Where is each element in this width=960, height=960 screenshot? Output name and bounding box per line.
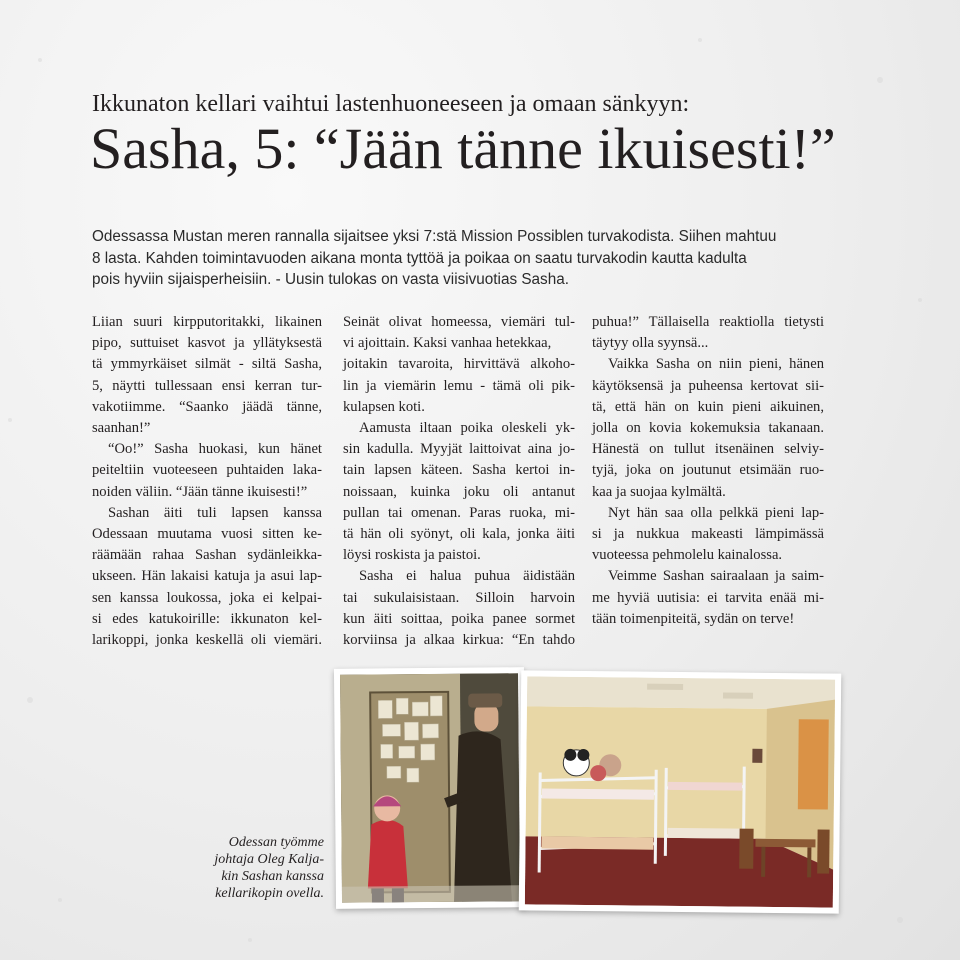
- text-line: pullan tai omenan. Paras ruoka, mi-: [343, 504, 575, 521]
- text-line: si edes katukoirille: ikkunaton kel-: [92, 610, 322, 627]
- text-line: “Oo!” Sasha huokasi, kun hänet: [108, 441, 322, 458]
- caption-line: kin Sashan kanssa: [221, 869, 324, 884]
- text-line: korviinsa ja alkaa kirkua: “En tahdo: [343, 632, 575, 649]
- caption-line: kellarikopin ovella.: [215, 886, 324, 901]
- lead-line: pois hyviin sijaisperheisiin. - Uusin tulokas on vasta viisivuotias Sasha.: [92, 271, 569, 288]
- text-line: tai sukulaisistaan. Silloin harvoin: [343, 589, 575, 606]
- article-lead: [92, 226, 862, 291]
- text-line: räämään rahaa Sashan sydänleikka-: [92, 547, 322, 564]
- text-line: Veimme Sashan sairaalaan ja saim-: [608, 568, 824, 585]
- text-line: Seinät olivat homeessa, viemäri tul-: [343, 314, 575, 330]
- text-line: larikoppi, jonka keskellä oli viemäri.: [92, 632, 322, 649]
- photo-dormitory-room: [519, 670, 841, 913]
- body-column-1: [92, 312, 322, 651]
- caption-line: Odessan työmme: [228, 835, 324, 850]
- text-line: joitakin tavaroita, hirvittävä alkoho-: [343, 356, 575, 373]
- text-line: vi ajoittain. Kaksi vanhaa hetekkaa,: [343, 335, 552, 352]
- text-line: si ja nukkua makeasti lämpimässä: [592, 526, 824, 543]
- text-line: tain lapsen käteen. Sasha kertoi in-: [343, 462, 575, 479]
- text-line: Odessaan muutama vuosi sitten ke-: [92, 526, 322, 543]
- text-line: Aamusta iltaan poika oleskeli yk-: [359, 420, 575, 437]
- photo-cellar-door: [334, 667, 526, 909]
- text-line: saanhan!”: [92, 420, 151, 437]
- text-line: Sashan äiti tuli lapsen kanssa: [108, 504, 322, 521]
- text-line: Liian suuri kirpputoritakki, likainen: [92, 314, 322, 330]
- text-line: vuoteessa pehmolelu kainalossa.: [592, 547, 783, 564]
- text-line: sen kanssa loukossa, joka ei kelpai-: [92, 589, 322, 606]
- text-line: kaa ja suojaa kylmältä.: [592, 483, 726, 500]
- text-line: Sasha ei halua puhua äidistään: [359, 568, 575, 585]
- body-column-2: [343, 312, 575, 651]
- text-line: vakotiimme. “Saanko jäädä tänne,: [92, 398, 322, 415]
- body-column-3: [592, 312, 824, 630]
- photo-caption: [190, 834, 324, 902]
- text-line: puhua!” Tällaisella reaktiolla tietysti: [592, 314, 824, 330]
- text-line: käytöksensä ja puheensa kertovat sii-: [592, 377, 824, 394]
- text-line: tään toimenpiteitä, sydän on terve!: [592, 610, 795, 627]
- text-line: löysi roskista ja paistoi.: [343, 547, 481, 564]
- text-line: kulapsen koti.: [343, 398, 425, 415]
- text-line: Nyt hän saa olla pelkkä pieni lap-: [608, 504, 824, 521]
- lead-line: Odessassa Mustan meren rannalla sijaitsee yksi 7:stä Mission Possiblen turvakodista. Siihen mahtuu: [92, 228, 777, 245]
- dormitory-illustration: [525, 676, 835, 907]
- text-line: pipo, suttuiset kasvot ja yllätyksestä: [92, 335, 322, 352]
- text-line: noiden väliin. “Jään tänne ikuisesti!”: [92, 483, 308, 500]
- text-line: noissaan, kuinka joku oli antanut: [343, 483, 575, 500]
- text-line: ukseen. Hän lakaisi katuja ja asui lap-: [92, 568, 322, 585]
- text-line: peiteltiin vuoteeseen puhtaiden laka-: [92, 462, 322, 479]
- text-line: Hänestä on tullut itsenäinen selviy-: [592, 441, 824, 458]
- text-line: kun äiti soittaa, poika panee sormet: [343, 610, 575, 627]
- text-line: jolla on kovia kokemuksia takanaan.: [592, 420, 824, 437]
- text-line: tyjä, joka on joutunut etsimään ruo-: [592, 462, 824, 479]
- text-line: tä hän oli syönyt, oli kala, jonka äiti: [343, 526, 575, 543]
- text-line: tä ymmyrkäiset silmät - siltä Sasha,: [92, 356, 322, 373]
- lead-line: 8 lasta. Kahden toimintavuoden aikana monta tyttöä ja poikaa on saatu turvakodin kautta kadulta: [92, 249, 747, 267]
- text-line: sin kadulla. Myyjät laittoivat aina jo-: [343, 441, 575, 458]
- cellar-door-illustration: [340, 673, 520, 903]
- caption-line: johtaja Oleg Kalja-: [214, 852, 324, 867]
- text-line: tä, että hän on kuin pieni aikuinen,: [592, 398, 824, 415]
- text-line: täytyy olla syynsä...: [592, 335, 709, 352]
- text-line: me hyviä uutisia: ei tarvita enää mi-: [592, 589, 824, 606]
- article-kicker: Ikkunaton kellari vaihtui lastenhuoneeseen ja omaan sänkyyn:: [92, 91, 690, 117]
- article-headline: Sasha, 5: “Jään tänne ikuisesti!”: [90, 116, 836, 181]
- text-line: lin ja viemärin lemu - tämä oli pik-: [343, 377, 575, 394]
- text-line: Vaikka Sasha on niin pieni, hänen: [608, 356, 824, 373]
- text-line: 5, näytti tullessaan ensi kerran tur-: [92, 377, 322, 394]
